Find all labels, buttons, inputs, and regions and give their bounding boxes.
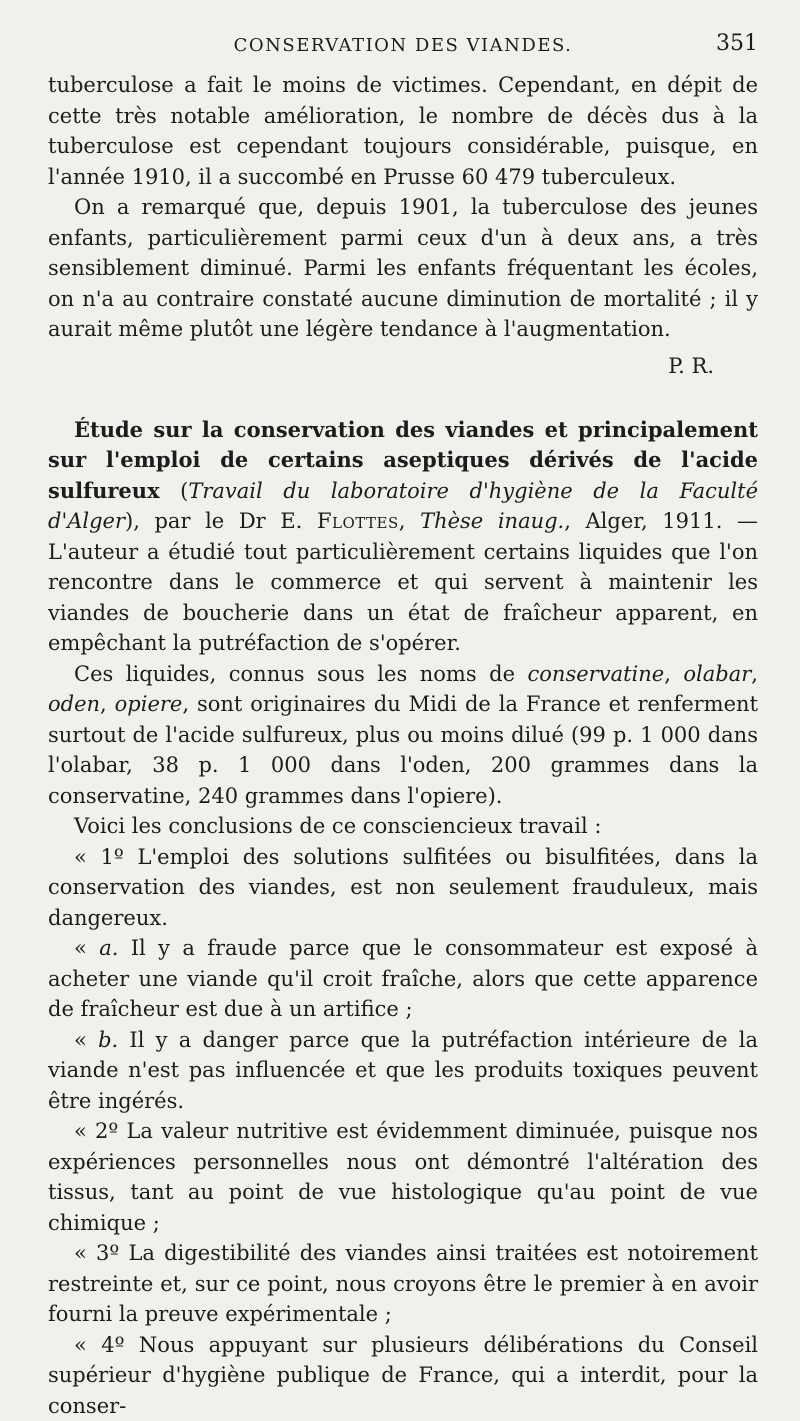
review-heading-paragraph <box>48 415 758 659</box>
conclusion-3: « 3º La digestibilité des viandes ainsi traitées est notoirement restreinte et, sur ce point, nous croyons être le premier à en avoir fourni la preuve expérimentale ; <box>48 1238 758 1330</box>
page-number: 351 <box>716 32 758 56</box>
point-b-label: b. <box>98 1028 118 1052</box>
conclusion-2: « 2º La valeur nutritive est évidemment diminuée, puisque nos expériences personnelles nous ont démontré l'altération des tissus, tant au point de vue histologique qu'au point de vue chimique ; <box>48 1116 758 1238</box>
liquid-name: olabar <box>683 662 751 686</box>
conclusions-intro: Voici les conclusions de ce consciencieux travail : <box>48 811 758 842</box>
liquids-intro: Ces liquides, connus sous les noms de <box>74 662 528 686</box>
continued-paragraph: tuberculose a fait le moins de victimes. Cependant, en dépit de cette très notable amélioration, le nombre de décès dus à la tuberculose est cependant toujours considérable, puisque, en l'année 1910, il a succombé en Prusse 60 479 tuberculeux. <box>48 70 758 192</box>
review-source: Travail du laboratoire d'hygiène de la Faculté d'Alger <box>48 479 758 534</box>
review-title: Étude sur la conservation des viandes et principalement sur l'emploi de certains aseptiques dérivés de l'acide sulfureux <box>48 417 758 503</box>
thesis-label: Thèse inaug. <box>420 509 564 533</box>
liquid-name: conservatine <box>528 662 665 686</box>
conclusion-point-a: « a. Il y a fraude parce que le consommateur est exposé à acheter une viande qu'il croit fraîche, alors que cette apparence de fraîcheur est due à un artifice ; <box>48 933 758 1025</box>
source-open: ( <box>160 479 189 503</box>
point-b-text: Il y a danger parce que la putréfaction intérieure de la viande n'est pas influencée et que les produits toxiques peuvent être ingérés. <box>48 1028 758 1113</box>
liquid-name: opiere <box>115 692 183 716</box>
book-review <box>48 415 758 1421</box>
conclusion-4: « 4º Nous appuyant sur plusieurs délibérations du Conseil supérieur d'hygiène publique de France, qui a interdit, pour la conser- <box>48 1330 758 1421</box>
running-title: CONSERVATION DES VIANDES. <box>48 34 758 58</box>
conclusion-point-b: « b. Il y a danger parce que la putréfaction intérieure de la viande n'est pas influencée et que les produits toxiques peuvent être ingérés. <box>48 1025 758 1117</box>
liquid-name: oden <box>48 692 100 716</box>
point-a-label: a. <box>99 936 118 960</box>
previous-review <box>48 70 758 381</box>
liquid-separator: , <box>751 662 758 686</box>
author-name: Flottes <box>317 509 399 533</box>
author-prefix: par le Dr E. <box>140 509 317 533</box>
liquid-separator: , <box>664 662 683 686</box>
reviewer-signature: P. R. <box>48 351 714 381</box>
review-summary: , Alger, 1911. — L'auteur a étudié tout particulièrement certains liquides que l'on rencontre dans le commerce et qui servent à maintenir les viandes de boucherie dans un état de fraîcheur apparent, en empêchant la putréfaction de s'opérer. <box>48 509 758 655</box>
running-header <box>48 34 758 70</box>
conclusion-1: « 1º L'emploi des solutions sulfitées ou bisulfitées, dans la conservation des viandes, est non seulement frauduleux, mais dangereux. <box>48 842 758 934</box>
liquid-separator: , <box>100 692 115 716</box>
liquids-rest: , sont originaires du Midi de la France et renferment surtout de l'acide sulfureux, plus ou moins dilué (99 p. 1 000 dans l'olabar, 38 p. 1 000 dans l'oden, 200 grammes dans la conservatine, 240 grammes dans l'opiere). <box>48 692 758 808</box>
source-close: ), <box>125 509 140 533</box>
liquids-paragraph <box>48 659 758 812</box>
author-separator: , <box>399 509 420 533</box>
paragraph: On a remarqué que, depuis 1901, la tuberculose des jeunes enfants, particulièrement parmi ceux d'un à deux ans, a très sensiblement diminué. Parmi les enfants fréquentant les écoles, on n'a au contraire constaté aucune diminution de mortalité ; il y aurait même plutôt une légère tendance à l'augmentation. <box>48 192 758 345</box>
point-a-text: Il y a fraude parce que le consommateur est exposé à acheter une viande qu'il croit fraîche, alors que cette apparence de fraîcheur est due à un artifice ; <box>48 936 758 1021</box>
